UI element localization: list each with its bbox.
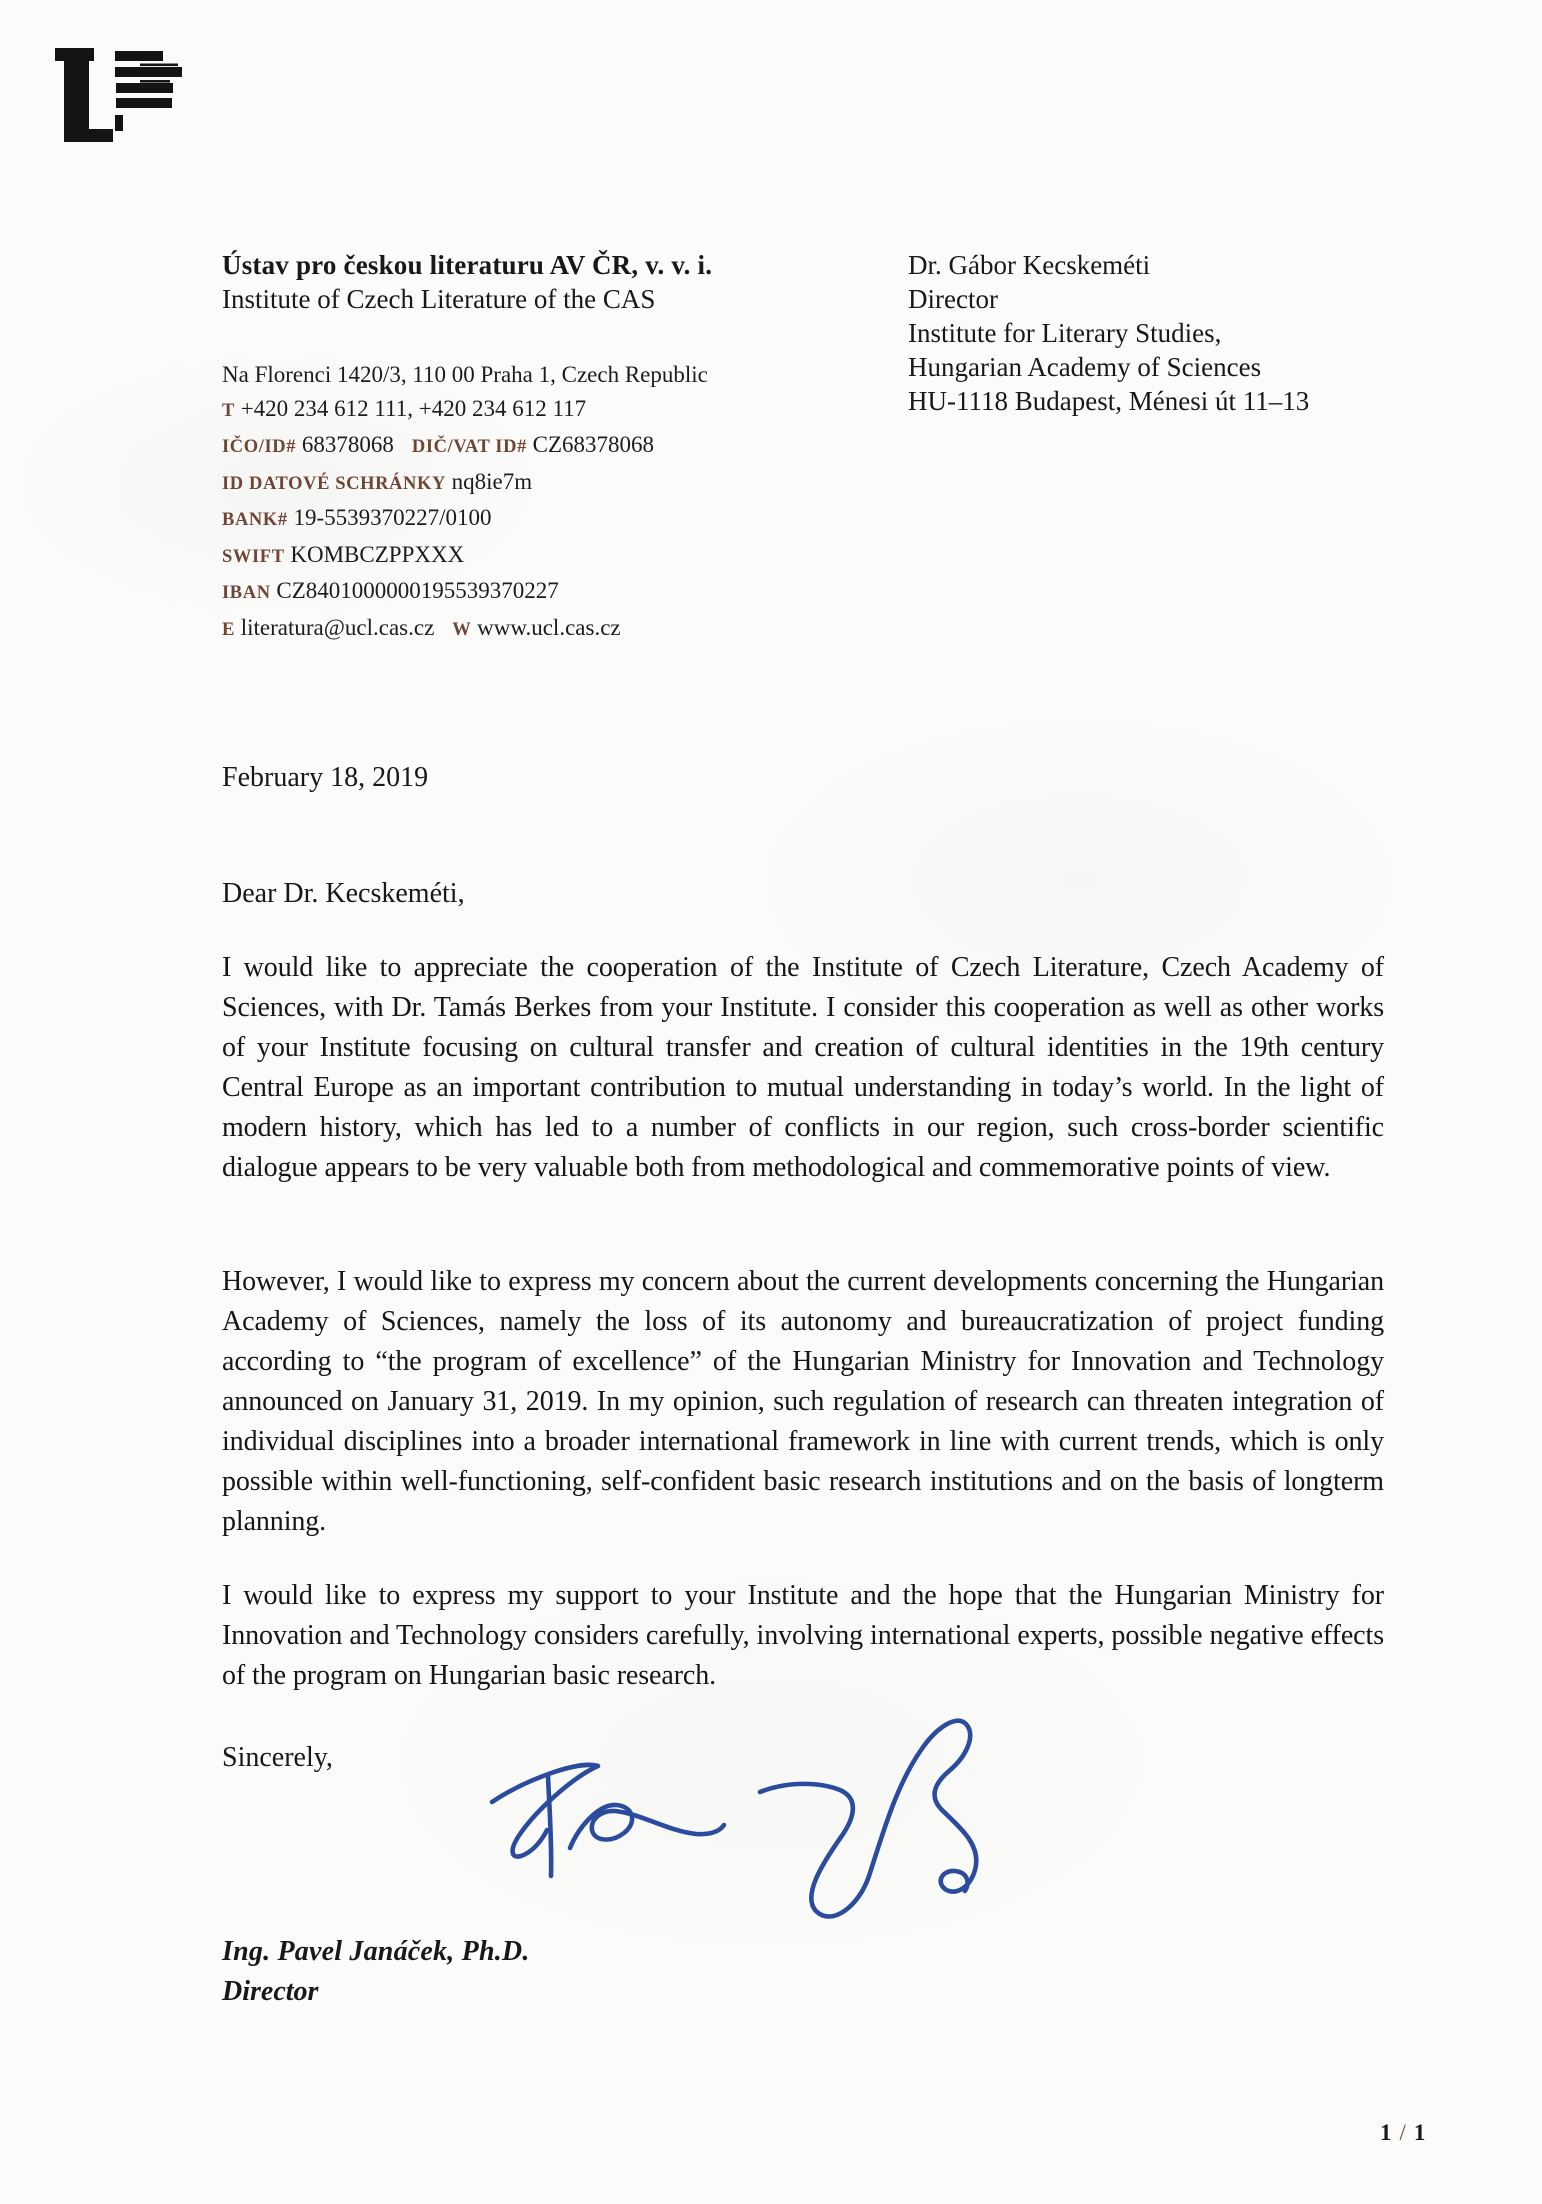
handwritten-signature [430,1690,1050,1950]
recipient-block [908,248,1309,418]
swift-value: KOMBCZPPXXX [290,541,465,567]
email-value: literatura@ucl.cas.cz [240,614,435,640]
sender-contact-block [222,358,882,647]
recipient-institute: Institute for Literary Studies, [908,318,1222,348]
databox-value: nq8ie7m [451,468,533,494]
body-paragraph-1: I would like to appreciate the cooperation of the Institute of Czech Literature, Czech Academy of Sciences, with Dr. Tamás Berkes from your Institute. I consider this cooperation as well as other works of your Institute focusing on cultural transfer and creation of cultural identities in the 19th century Central Europe as an important contribution to mutual understanding in today’s world. In the light of modern history, which has led to a number of conflicts in our region, such cross-border scientific dialogue appears to be very valuable both from methodological and commemorative points of view. [222,952,1384,1183]
vat-value: CZ68378068 [532,432,655,457]
sender-id-line [222,428,882,465]
sender-block [222,248,882,647]
signer-title: Director [222,1976,319,2007]
recipient-academy: Hungarian Academy of Sciences [908,352,1262,382]
email-label: E [222,619,235,640]
sender-iban-line [222,574,882,611]
vat-label: DIČ/VAT ID# [411,437,527,457]
iban-label: IBAN [222,583,271,603]
iban-value: CZ8401000000195539370227 [276,578,559,603]
swift-label: SWIFT [222,546,285,567]
body-paragraph-2: However, I would like to express my concern about the current developments concerning the Hungarian Academy of Sciences, namely the loss of its autonomy and bureaucratization of project funding according to “the program of excellence” of the Hungarian Ministry for Innovation and Technology announced on January 31, 2019. In my opinion, such regulation of research can threaten integration of individual disciplines into a broader international framework in line with current trends, which is only possible within well-functioning, self-confident basic research institutions and on the basis of longterm planning. [222,1266,1384,1537]
sender-databox-line [222,465,882,502]
closing: Sincerely, [222,1742,333,1773]
signer-name: Ing. Pavel Janáček, Ph.D. [222,1936,530,1967]
body-paragraph-3: I would like to express my support to your Institute and the hope that the Hungarian Ministry for Innovation and Technology considers carefully, involving international experts, possible negative effects of the program on Hungarian basic research. [222,1580,1384,1691]
ico-value: 68378068 [301,432,394,457]
salutation: Dear Dr. Kecskeméti, [222,878,465,909]
recipient-title: Director [908,284,998,314]
institute-logo-icon [54,44,189,144]
bank-value: 19-5539370227/0100 [293,505,492,530]
recipient-address: HU-1118 Budapest, Ménesi út 11–13 [908,386,1310,416]
sender-email-web-line [222,611,882,648]
sender-name-english: Institute of Czech Literature of the CAS [222,284,656,314]
phone-label: T [222,400,235,421]
sender-phone-line [222,392,882,429]
sender-name-czech: Ústav pro českou literaturu AV ČR, v. v. i. [222,250,713,280]
databox-label: ID DATOVÉ SCHRÁNKY [222,473,446,494]
page-current: 1 [1380,2120,1393,2145]
web-value: www.ucl.cas.cz [477,614,621,640]
sender-address: Na Florenci 1420/3, 110 00 Praha 1, Czech Republic [222,362,708,387]
bank-label: BANK# [222,510,288,530]
phone-value: +420 234 612 111, +420 234 612 117 [240,395,587,421]
letter-date: February 18, 2019 [222,762,429,793]
sender-swift-line [222,538,882,575]
page-number [1380,2120,1426,2146]
page-total: 1 [1413,2120,1427,2145]
recipient-name: Dr. Gábor Kecskeméti [908,250,1151,280]
ico-label: IČO/ID# [222,437,297,457]
page-separator: / [1399,2120,1407,2145]
web-label: W [452,619,472,640]
sender-bank-line [222,501,882,538]
